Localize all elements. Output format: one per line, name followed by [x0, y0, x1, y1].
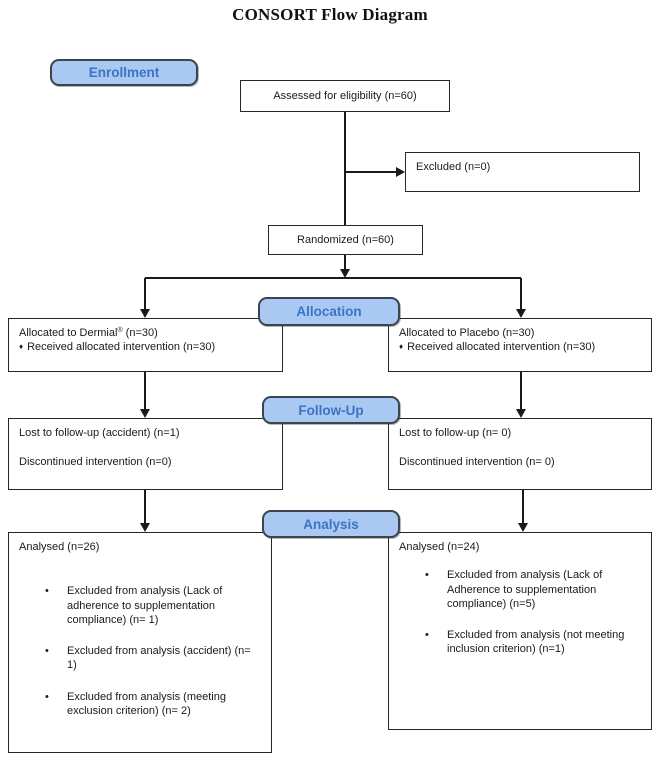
allocated-dermial-bullet: ♦ Received allocated intervention (n=30)	[19, 341, 216, 354]
allocated-placebo-title: Allocated to Placebo (n=30)	[399, 327, 535, 339]
followup-dermial-line2: Discontinued intervention (n=0)	[19, 456, 172, 469]
diamond-bullet-icon: ♦	[19, 342, 24, 352]
arrowhead-alloc-right	[516, 309, 526, 318]
followup-placebo-line1: Lost to follow-up (n= 0)	[399, 427, 512, 439]
arrowhead-alloc-left	[140, 309, 150, 318]
round-bullet-icon: •	[45, 585, 49, 598]
arrowhead-fu-right	[516, 409, 526, 418]
followup-placebo-line2: Discontinued intervention (n= 0)	[399, 456, 555, 469]
stage-badge-analysis: Analysis	[262, 510, 400, 538]
stage-badge-followup: Follow-Up	[262, 396, 400, 424]
followup-dermial-line1: Lost to follow-up (accident) (n=1)	[19, 427, 180, 439]
box-followup-dermial	[8, 418, 283, 490]
analysis-placebo-title: Analysed (n=24)	[399, 541, 480, 553]
registered-mark-icon: ®	[117, 327, 123, 334]
box-analysis-dermial	[8, 532, 272, 753]
box-randomized: Randomized (n=60)	[268, 225, 423, 255]
round-bullet-icon: •	[425, 629, 429, 642]
diamond-bullet-icon: ♦	[399, 342, 404, 352]
allocated-placebo-bullet: ♦ Received allocated intervention (n=30)	[399, 341, 596, 354]
box-analysis-placebo	[388, 532, 652, 730]
arrowhead-excluded	[396, 167, 405, 177]
allocated-dermial-title: Allocated to Dermial® (n=30)	[19, 327, 158, 339]
analysis-dermial-title: Analysed (n=26)	[19, 541, 100, 553]
analysis-dermial-bullet-1: • Excluded from analysis (Lack of adherence to supplementation compliance) (n= 1)	[45, 585, 223, 626]
analysis-dermial-bullet-2: • Excluded from analysis (accident) (n= 1)	[45, 645, 251, 672]
box-excluded: Excluded (n=0)	[416, 161, 491, 173]
round-bullet-icon: •	[45, 690, 49, 703]
round-bullet-icon: •	[425, 569, 429, 582]
analysis-dermial-bullet-3: • Excluded from analysis (meeting exclusion criterion) (n= 2)	[45, 690, 226, 718]
box-allocated-dermial	[8, 318, 283, 372]
box-allocated-placebo	[388, 318, 652, 372]
stage-badge-allocation: Allocation	[258, 297, 400, 326]
arrowhead-fu-left	[140, 409, 150, 418]
arrowhead-split	[340, 269, 350, 278]
box-followup-placebo	[388, 418, 652, 490]
stage-badge-enrollment: Enrollment	[50, 59, 198, 86]
box-assessed-eligibility: Assessed for eligibility (n=60)	[240, 80, 450, 112]
round-bullet-icon: •	[45, 645, 49, 658]
arrowhead-an-left	[140, 523, 150, 532]
analysis-placebo-bullet-2: • Excluded from analysis (not meeting inclusion criterion) (n=1)	[425, 629, 625, 656]
analysis-placebo-bullet-1: • Excluded from analysis (Lack of Adherence to supplementation compliance) (n=5)	[425, 569, 603, 610]
diagram-title: CONSORT Flow Diagram	[232, 5, 428, 24]
arrowhead-an-right	[518, 523, 528, 532]
